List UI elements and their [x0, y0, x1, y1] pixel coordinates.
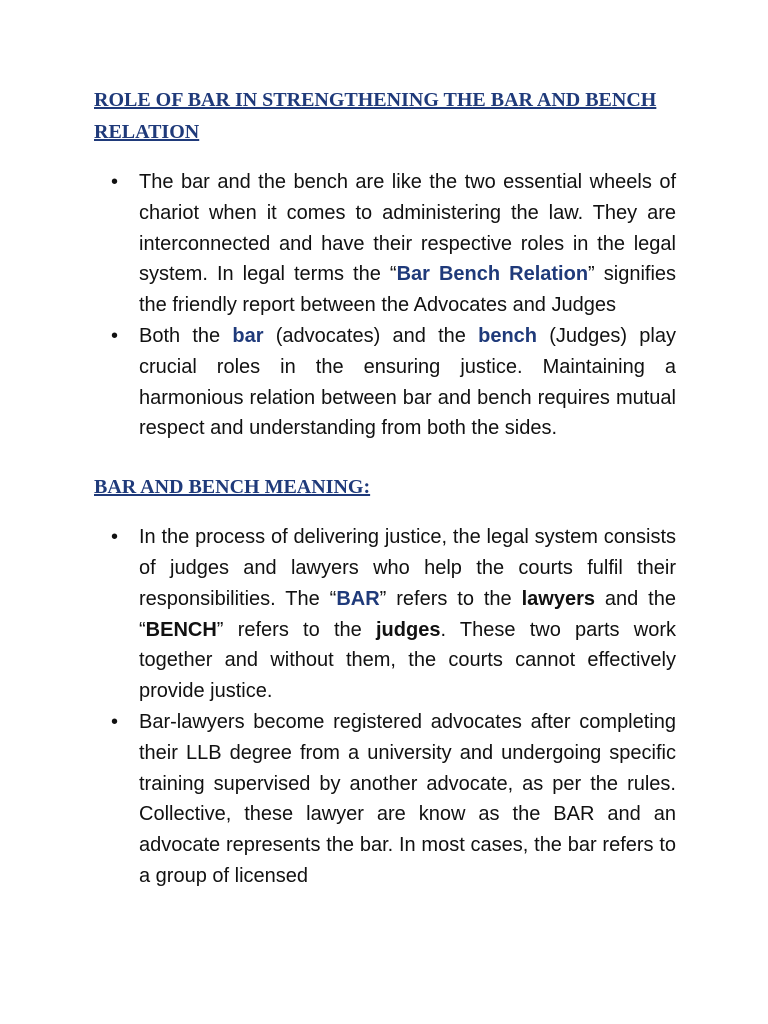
paragraph-text: (Judges) play crucial roles in the ensuring justice. Maintaining a harmonious relation between bar and bench requires mutual respect and understanding from both the sides.	[139, 324, 676, 440]
bold-term: BENCH	[145, 618, 217, 641]
paragraph-text: Both the	[139, 324, 233, 347]
paragraph-text: Bar-lawyers become registered advocates after completing their LLB degree from a university and undergoing specific training supervised by another advocate, as per the rules. Collective, these lawyer are know as the BAR and an advocate represents the bar. In most cases, the bar refers to a group of licensed	[139, 710, 676, 887]
paragraph-text: The bar and the bench are like the two essential wheels of chariot when it comes to administering the law. They are interconnected and have their respective roles in the legal system. In legal terms the “	[139, 171, 676, 286]
paragraph-text: (advocates) and the	[263, 324, 479, 347]
paragraph-text: ” signifies the friendly report between the Advocates and Judges	[139, 263, 677, 317]
bullet-icon: •	[111, 710, 119, 733]
list-item	[94, 522, 676, 707]
paragraph-text: and the “	[139, 587, 676, 641]
list-item	[94, 167, 676, 321]
bold-term: judges	[376, 618, 441, 641]
paragraph-text: In the process of delivering justice, the legal system consists of judges and lawyers who help the courts fulfil their responsibilities. The “	[139, 526, 676, 610]
bullet-icon: •	[111, 171, 119, 193]
bullet-icon: •	[111, 324, 119, 347]
bold-term: BAR	[336, 587, 380, 610]
highlight-term: bar	[232, 324, 264, 347]
list-item	[94, 707, 676, 892]
highlight-term: Bar Bench Relation	[396, 263, 589, 286]
section-heading-bar-and-bench-meaning: BAR AND BENCH MEANING:	[94, 476, 371, 499]
paragraph-text: ” refers to the	[379, 587, 522, 610]
highlight-term: bench	[478, 324, 538, 347]
bullet-list-role-of-bar	[94, 167, 676, 444]
section-heading-role-of-bar: ROLE OF BAR IN STRENGTHENING THE BAR AND BENCH RELATION	[94, 89, 657, 143]
bold-term: lawyers	[521, 587, 595, 610]
bullet-list-bar-and-bench-meaning	[94, 522, 676, 892]
paragraph-text: ” refers to the	[216, 618, 376, 641]
bullet-icon: •	[111, 526, 119, 549]
paragraph-text: . These two parts work together and without them, the courts cannot effectively provide justice.	[139, 618, 676, 703]
list-item	[94, 321, 676, 444]
